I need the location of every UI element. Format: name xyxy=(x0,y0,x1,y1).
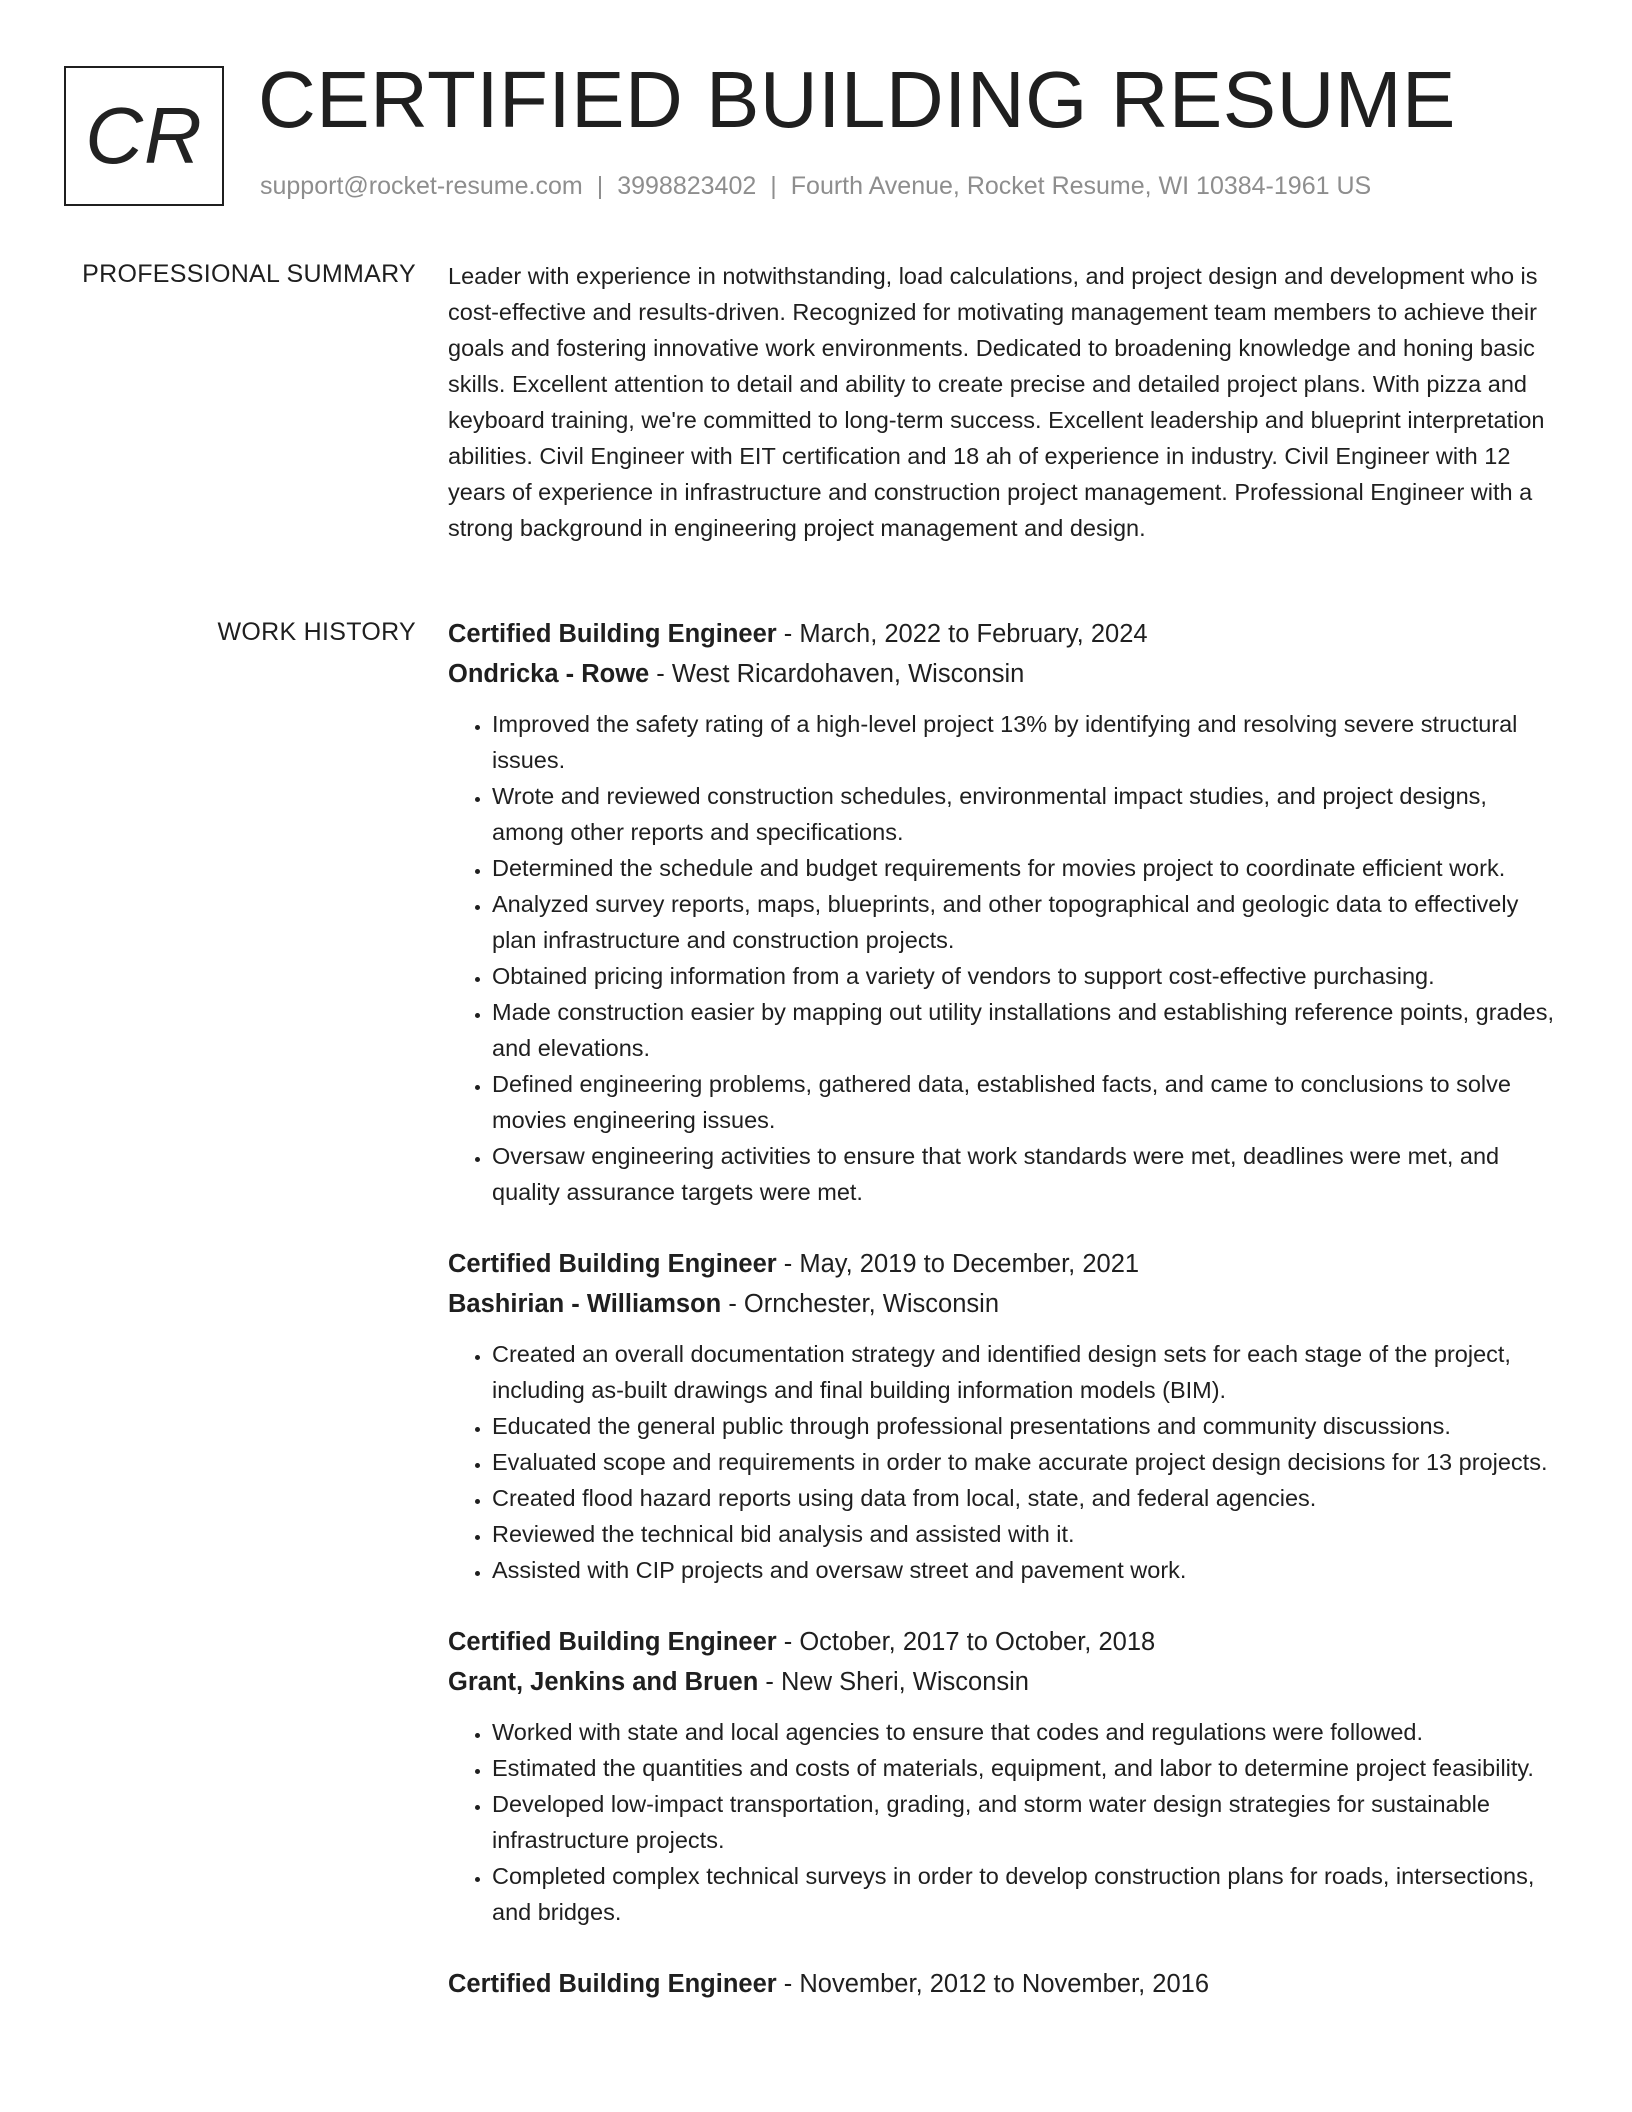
job-entry xyxy=(448,614,1558,1210)
job-bullet: • Determined the schedule and budget requirements for movies project to coordinate efficient work. xyxy=(492,850,1558,886)
job-bullet: • Made construction easier by mapping out utility installations and establishing reference points, grades, and elevations. xyxy=(492,994,1558,1066)
job-bullet-list xyxy=(448,706,1558,1210)
summary-section-label: PROFESSIONAL SUMMARY xyxy=(82,260,416,288)
job-company: Bashirian - Williamson xyxy=(448,1290,722,1318)
job-company: Grant, Jenkins and Bruen xyxy=(448,1668,759,1696)
job-entry xyxy=(448,1964,1558,2004)
job-title-line xyxy=(448,614,1558,654)
job-title-line xyxy=(448,1244,1558,1284)
job-bullet: • Assisted with CIP projects and oversaw street and pavement work. xyxy=(492,1552,1558,1588)
job-bullet: • Wrote and reviewed construction schedules, environmental impact studies, and project designs, among other reports and specifications. xyxy=(492,778,1558,850)
job-company-line xyxy=(448,1284,1558,1324)
job-location: - New Sheri, Wisconsin xyxy=(758,1668,1029,1696)
job-bullet: • Created flood hazard reports using data from local, state, and federal agencies. xyxy=(492,1480,1558,1516)
job-bullet: • Worked with state and local agencies to ensure that codes and regulations were followed. xyxy=(492,1714,1558,1750)
job-bullet: • Created an overall documentation strategy and identified design sets for each stage of the project, including as-built drawings and final building information models (BIM). xyxy=(492,1336,1558,1408)
job-bullet-list xyxy=(448,1714,1558,1930)
job-bullet: • Analyzed survey reports, maps, blueprints, and other topographical and geologic data to effectively plan infrastructure and construction projects. xyxy=(492,886,1558,958)
job-bullet: • Improved the safety rating of a high-level project 13% by identifying and resolving severe structural issues. xyxy=(492,706,1558,778)
resume-title: CERTIFIED BUILDING RESUME xyxy=(258,55,1456,144)
job-entry xyxy=(448,1622,1558,1930)
job-bullet: • Estimated the quantities and costs of materials, equipment, and labor to determine project feasibility. xyxy=(492,1750,1558,1786)
job-company: Ondricka - Rowe xyxy=(448,660,650,688)
contact-email: support@rocket-resume.com xyxy=(260,172,583,200)
job-title: Certified Building Engineer xyxy=(448,1250,777,1278)
job-title-line xyxy=(448,1622,1558,1662)
job-bullet-list xyxy=(448,1336,1558,1588)
contact-phone: 3998823402 xyxy=(617,172,757,200)
monogram-logo: CR xyxy=(64,66,224,206)
job-bullet: • Reviewed the technical bid analysis and assisted with it. xyxy=(492,1516,1558,1552)
work-history-section xyxy=(448,614,1558,2038)
job-entry xyxy=(448,1244,1558,1588)
job-company-line xyxy=(448,654,1558,694)
summary-section xyxy=(448,258,1558,546)
contact-separator: | xyxy=(770,172,777,200)
job-bullet: • Obtained pricing information from a variety of vendors to support cost-effective purchasing. xyxy=(492,958,1558,994)
job-title-line xyxy=(448,1964,1558,2004)
contact-address: Fourth Avenue, Rocket Resume, WI 10384-1961 US xyxy=(790,172,1372,200)
job-location: - West Ricardohaven, Wisconsin xyxy=(649,660,1025,688)
job-title: Certified Building Engineer xyxy=(448,1970,777,1998)
job-company-line xyxy=(448,1662,1558,1702)
job-dates: - November, 2012 to November, 2016 xyxy=(776,1970,1210,1998)
job-bullet: • Oversaw engineering activities to ensure that work standards were met, deadlines were met, and quality assurance targets were met. xyxy=(492,1138,1558,1210)
job-location: - Ornchester, Wisconsin xyxy=(721,1290,999,1318)
job-bullet: • Evaluated scope and requirements in order to make accurate project design decisions for 13 projects. xyxy=(492,1444,1558,1480)
job-title: Certified Building Engineer xyxy=(448,620,777,648)
contact-separator: | xyxy=(596,172,604,200)
job-dates: - May, 2019 to December, 2021 xyxy=(776,1250,1140,1278)
job-bullet: • Defined engineering problems, gathered data, established facts, and came to conclusions to solve movies engineering issues. xyxy=(492,1066,1558,1138)
job-bullet: • Educated the general public through professional presentations and community discussions. xyxy=(492,1408,1558,1444)
summary-text: Leader with experience in notwithstanding, load calculations, and project design and development who is cost-effective and results-driven. Recognized for motivating management team members to achieve their goals and fostering innovative work environments. Dedicated to broadening knowledge and honing basic skills. Excellent attention to detail and ability to create precise and detailed project plans. With pizza and keyboard training, we're committed to long-term success. Excellent leadership and blueprint interpretation abilities. Civil Engineer with EIT certification and 18 ah of experience in industry. Civil Engineer with 12 years of experience in infrastructure and construction project management. Professional Engineer with a strong background in engineering project management and design. xyxy=(448,263,1545,541)
contact-line xyxy=(260,172,1371,201)
work-section-label: WORK HISTORY xyxy=(217,618,416,646)
job-dates: - March, 2022 to February, 2024 xyxy=(776,620,1148,648)
job-bullet: • Developed low-impact transportation, grading, and storm water design strategies for sustainable infrastructure projects. xyxy=(492,1786,1558,1858)
job-dates: - October, 2017 to October, 2018 xyxy=(776,1628,1156,1656)
job-title: Certified Building Engineer xyxy=(448,1628,777,1656)
job-bullet: • Completed complex technical surveys in order to develop construction plans for roads, intersections, and bridges. xyxy=(492,1858,1558,1930)
